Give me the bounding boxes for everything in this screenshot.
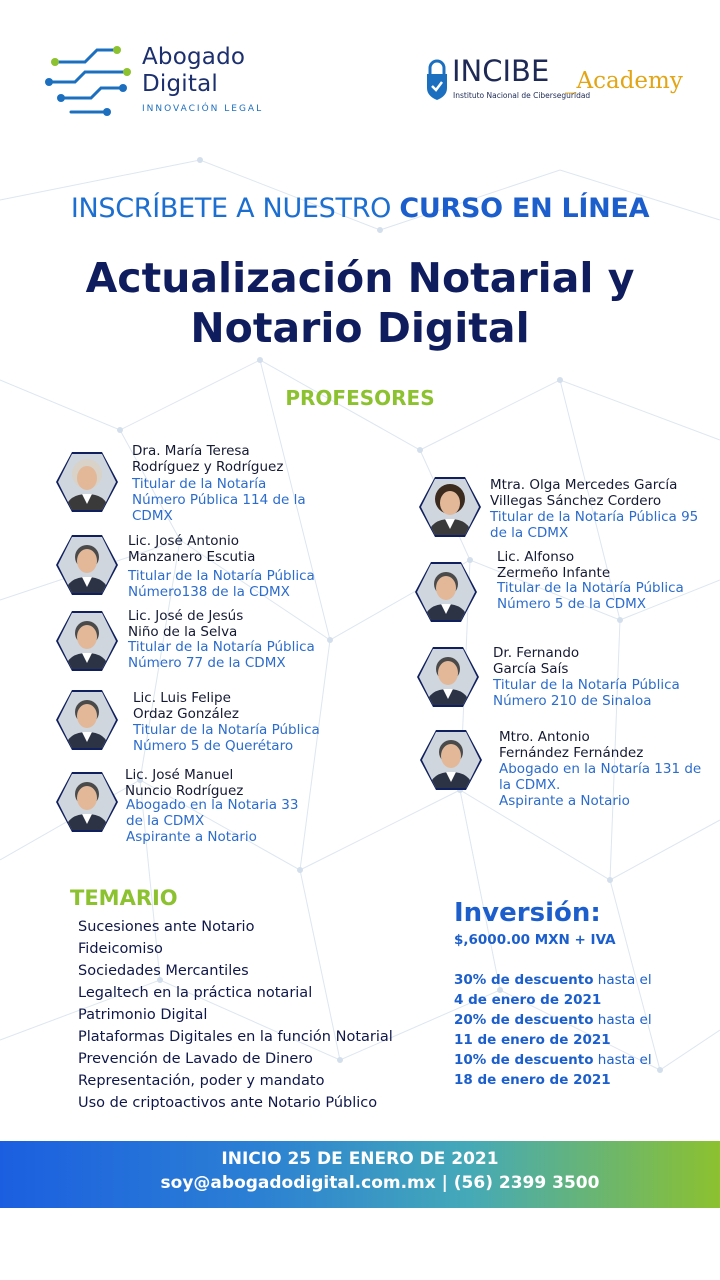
man-portrait-icon (54, 770, 120, 834)
enroll-bold: CURSO EN LÍNEA (399, 193, 650, 224)
man-portrait-icon (54, 609, 120, 673)
discount-line: 10% de descuento hasta el (454, 1052, 652, 1068)
temario-topic: Uso de criptoactivos ante Notario Público (78, 1095, 378, 1111)
man-portrait-icon (54, 533, 120, 597)
temario-topic: Plataformas Digitales en la función Notarial (78, 1029, 393, 1045)
lock-shield-icon (425, 58, 449, 102)
footer-banner (0, 1141, 720, 1208)
professor-name: Dr. Fernando García Saís (493, 645, 580, 677)
temario-topic: Sociedades Mercantiles (78, 963, 249, 979)
professor-role: Titular de la Notaría Pública Número 210 de Sinaloa (493, 677, 680, 709)
incibe-subtitle: Instituto Nacional de Ciberseguridad (453, 91, 591, 100)
abogado-tagline: INNOVACIÓN LEGAL (142, 104, 264, 114)
professor-name: Lic. José Antonio Manzanero Escutia (128, 533, 256, 565)
incibe-academy: _Academy (565, 68, 683, 94)
man-portrait-icon (54, 688, 120, 752)
professor-role: Titular de la Notaría Pública Número 5 de Querétaro (133, 722, 320, 754)
professor-role: Abogado en la Notaría 131 de la CDMX. Aspirante a Notario (499, 761, 702, 809)
abogado-name-line1: Abogado (142, 44, 246, 70)
discount-date: 11 de enero de 2021 (454, 1032, 611, 1048)
course-title-line2: Notario Digital (190, 304, 530, 352)
course-title (0, 253, 720, 353)
discount-line: 20% de descuento hasta el (454, 1012, 652, 1028)
temario-list (78, 916, 393, 1114)
temario-topic: Patrimonio Digital (78, 1007, 208, 1023)
start-date: INICIO 25 DE ENERO DE 2021 (221, 1149, 499, 1169)
woman-portrait-icon (54, 450, 120, 514)
professor-name: Lic. José de Jesús Niño de la Selva (128, 608, 244, 640)
enroll-heading (0, 193, 720, 224)
man-portrait-icon (413, 560, 479, 624)
professor-name: Mtra. Olga Mercedes García Villegas Sánchez Cordero (490, 477, 678, 509)
investment-title: Inversión: (454, 898, 601, 928)
professor-name: Lic. Luis Felipe Ordaz González (133, 690, 239, 722)
enroll-prefix: INSCRÍBETE A NUESTRO (70, 193, 400, 224)
professor-name: Mtro. Antonio Fernández Fernández (499, 729, 644, 761)
professor-role: Titular de la Notaría Pública Número 5 de la CDMX (497, 580, 684, 612)
professor-name: Dra. María Teresa Rodríguez y Rodríguez (132, 443, 284, 475)
woman-portrait-icon (417, 475, 483, 539)
professor-name: Lic. Alfonso Zermeño Infante (497, 549, 611, 581)
professor-role: Titular de la Notaría Pública Número138 de la CDMX (128, 568, 315, 600)
incibe-name: INCIBE (452, 54, 550, 88)
temario-topic: Fideicomiso (78, 941, 163, 957)
discount-date: 4 de enero de 2021 (454, 992, 602, 1008)
professor-role: Titular de la Notaría Pública 95 de la CDMX (490, 509, 699, 541)
professor-role: Abogado en la Notaria 33 de la CDMX Aspirante a Notario (126, 797, 299, 845)
course-title-line1: Actualización Notarial y (85, 254, 635, 302)
professor-name: Lic. José Manuel Nuncio Rodríguez (125, 767, 244, 799)
investment-price: $,6000.00 MXN + IVA (454, 932, 616, 948)
temario-topic: Sucesiones ante Notario (78, 919, 255, 935)
professor-role: Titular de la Notaría Pública Número 77 de la CDMX (128, 639, 315, 671)
man-portrait-icon (415, 645, 481, 709)
temario-topic: Representación, poder y mandato (78, 1073, 325, 1089)
discount-list (454, 970, 714, 1090)
discount-date: 18 de enero de 2021 (454, 1072, 611, 1088)
discount-line: 30% de descuento hasta el (454, 972, 652, 988)
abogado-digital-name (142, 44, 245, 98)
professors-heading: PROFESORES (285, 386, 435, 410)
temario-topic: Prevención de Lavado de Dinero (78, 1051, 313, 1067)
man-portrait-icon (418, 728, 484, 792)
abogado-name-line2: Digital (142, 71, 218, 97)
temario-heading: TEMARIO (70, 886, 178, 910)
professor-role: Titular de la Notaría Número Pública 114 de la CDMX (132, 476, 306, 524)
temario-topic: Legaltech en la práctica notarial (78, 985, 313, 1001)
contact-info[interactable]: soy@abogadodigital.com.mx | (56) 2399 3500 (160, 1173, 600, 1193)
